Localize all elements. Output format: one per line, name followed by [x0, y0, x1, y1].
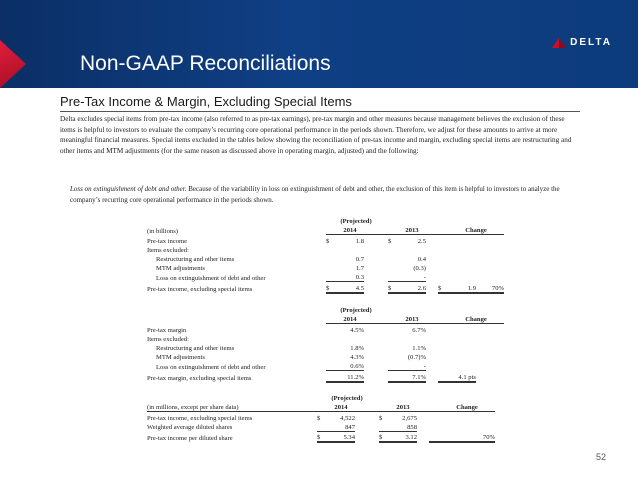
row-label: Pre-tax income, excluding special items	[147, 285, 253, 293]
row-label: Weighted average diluted shares	[147, 424, 233, 432]
value-2013: 7.1%	[398, 371, 426, 382]
subtitle-underline	[60, 111, 580, 112]
currency: $	[388, 237, 392, 245]
col-2014-header: 2014	[336, 314, 364, 324]
row-label: Loss on extinguishment of debt and other	[156, 274, 266, 282]
table-row	[147, 263, 504, 272]
intro-paragraph: Delta excludes special items from pre-tax income (also referred to as pre-tax earnings), pre-tax margin and other measures because management believes the exclusion of these items is helpful to investors to evaluate the company’s recurring core operational performance in the periods shown. Therefore, we adjust for these amounts to arrive at more meaningful financial measures. Special items excluded in the tables below showing the reconciliation of pre-tax income and margin, excluding special items are restructuring and other items and MTM adjustments (for the same reason as discussed above in operating margin, adjusted) and the following:	[60, 115, 572, 155]
value-2013: 858	[389, 422, 417, 432]
value-2014: 4.5	[336, 282, 364, 293]
per-share-table	[147, 393, 495, 443]
value-2014: 0.6%	[336, 361, 364, 371]
col-2014-header: 2014	[336, 225, 364, 235]
section-subtitle: Pre-Tax Income & Margin, Excluding Special Items	[60, 94, 352, 109]
value-2014: 5.34	[327, 431, 355, 442]
currency: $	[438, 282, 448, 293]
col-2013-header: 2013	[389, 402, 417, 412]
row-label: Loss on extinguishment of debt and other	[156, 363, 266, 371]
row-label: MTM adjustments	[156, 265, 205, 273]
change-header: Change	[439, 402, 495, 412]
currency: $	[388, 282, 398, 293]
currency: $	[379, 431, 389, 442]
value-2014: 0.7	[355, 255, 364, 263]
projected-label: (Projected)	[340, 307, 372, 315]
value-2014: 1.8%	[350, 344, 364, 352]
table-row	[147, 324, 504, 334]
value-2013: 2,675	[402, 414, 417, 422]
table-row	[147, 412, 495, 422]
change-percent: 70%	[467, 431, 495, 442]
slide-title: Non-GAAP Reconciliations	[80, 52, 331, 75]
row-label: MTM adjustments	[156, 354, 205, 362]
row-label: Pre-tax margin	[147, 326, 187, 334]
table-row	[147, 235, 504, 245]
table-row	[147, 352, 504, 361]
table-row	[147, 343, 504, 352]
note-text: Because of the variability in loss on extinguishment of debt and other, the exclusion of this item is helpful to investors to analyze the company’s recurring core operational performance in the periods shown.	[70, 185, 560, 204]
value-2013: (0.3)	[413, 265, 426, 273]
currency: $	[317, 414, 321, 422]
table-row	[147, 272, 504, 282]
page-number: 52	[595, 452, 606, 462]
note-term: Loss on extinguishment of debt and other.	[70, 185, 187, 193]
value-2014: 847	[327, 422, 355, 432]
currency: $	[326, 282, 336, 293]
value-2013: 1.1%	[412, 344, 426, 352]
table-row	[147, 334, 504, 343]
table-row	[147, 422, 495, 432]
row-label: Pre-tax margin, excluding special items	[147, 374, 252, 382]
row-label: Restructuring and other items	[156, 344, 235, 352]
table-row	[147, 371, 504, 382]
currency: $	[317, 431, 327, 442]
table-row	[147, 254, 504, 263]
row-label: Items excluded:	[147, 335, 189, 343]
row-label: Items excluded:	[147, 246, 189, 254]
value-2013: 2.5	[417, 237, 426, 245]
brand-name: DELTA	[570, 37, 612, 48]
note-paragraph	[70, 184, 575, 205]
value-2013: -	[398, 361, 426, 371]
value-2014: 4.5%	[350, 326, 364, 334]
units-label: (in billions)	[147, 227, 178, 235]
value-2014: 4,522	[340, 414, 355, 422]
delta-logo	[552, 37, 612, 48]
value-2013: -	[398, 272, 426, 282]
value-2013: (0.7)%	[407, 354, 426, 362]
projected-label: (Projected)	[331, 395, 363, 403]
table-row	[147, 361, 504, 371]
change-value: 4.1 pts	[448, 371, 476, 382]
value-2013: 3.12	[389, 431, 417, 442]
value-2014: 1.8	[355, 237, 364, 245]
pretax-income-table	[147, 216, 504, 294]
value-2014: 0.3	[336, 272, 364, 282]
table-row	[147, 282, 504, 293]
row-label: Pre-tax income, excluding special items	[147, 414, 253, 422]
value-2013: 2.6	[398, 282, 426, 293]
value-2014: 4.3%	[350, 354, 364, 362]
col-2014-header: 2014	[327, 402, 355, 412]
projected-label: (Projected)	[340, 218, 372, 226]
value-2013: 6.7%	[412, 326, 426, 334]
value-2014: 1.7	[355, 265, 364, 273]
value-2014: 11.2%	[336, 371, 364, 382]
table-row	[147, 245, 504, 254]
currency: $	[326, 237, 330, 245]
change-header: Change	[448, 225, 504, 235]
change-header: Change	[448, 314, 504, 324]
pretax-margin-table	[147, 305, 504, 383]
value-2013: 0.4	[417, 255, 426, 263]
units-label: (in millions, except per share data)	[147, 402, 317, 412]
table-row	[147, 431, 495, 442]
change-value: 1.9	[448, 282, 476, 293]
currency: $	[379, 414, 383, 422]
col-2013-header: 2013	[398, 225, 426, 235]
col-2013-header: 2013	[398, 314, 426, 324]
row-label: Pre-tax income	[147, 237, 188, 245]
delta-widget-icon	[552, 38, 566, 48]
row-label: Restructuring and other items	[156, 255, 235, 263]
row-label: Pre-tax income per diluted share	[147, 434, 233, 442]
change-percent: 70%	[476, 282, 504, 293]
